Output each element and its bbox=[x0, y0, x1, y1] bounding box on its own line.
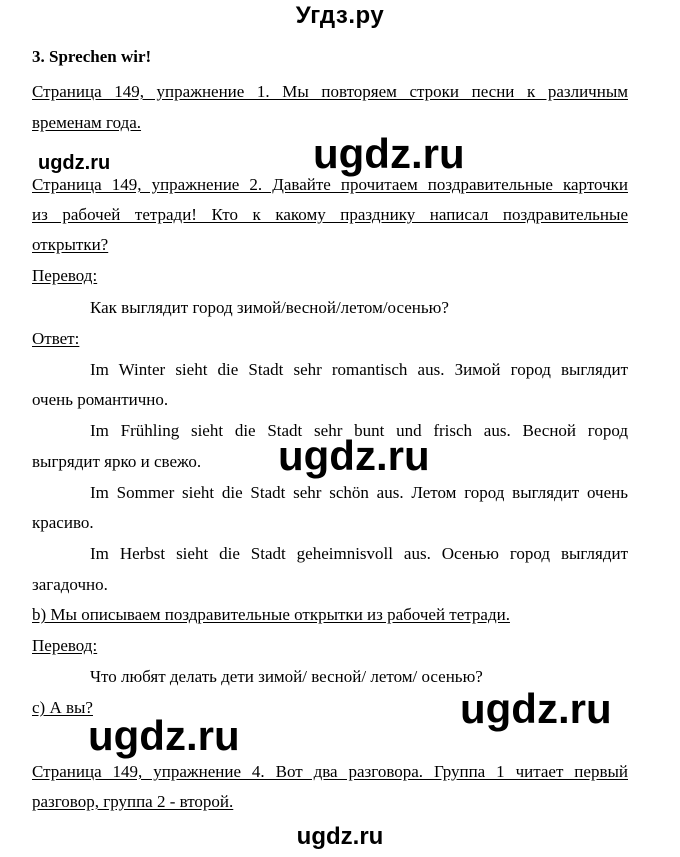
spring-line-1: Im Frühling sieht die Stadt sehr bunt und frisch aus. Весной город bbox=[90, 421, 628, 440]
spring-line-2: выгрядит ярко и свежо. bbox=[32, 452, 202, 471]
watermark: ugdz.ru bbox=[460, 685, 612, 732]
question-text: Как выглядит город зимой/весной/летом/осенью? bbox=[90, 298, 449, 317]
part-c-heading: c) А вы? bbox=[32, 698, 93, 717]
watermark: ugdz.ru bbox=[88, 712, 240, 759]
exercise-2-line-1: Страница 149, упражнение 2. Давайте прочитаем поздравительные карточки bbox=[32, 175, 628, 194]
watermark: ugdz.ru bbox=[278, 432, 430, 479]
site-title: Угдз.ру bbox=[295, 2, 385, 29]
exercise-2-line-3: открытки? bbox=[32, 235, 109, 254]
exercise-1-line-2: временам года. bbox=[32, 113, 142, 132]
section-heading: 3. Sprechen wir! bbox=[32, 47, 152, 66]
watermark: ugdz.ru bbox=[38, 152, 111, 174]
winter-line-1: Im Winter sieht die Stadt sehr romantisch aus. Зимой город выглядит bbox=[90, 360, 628, 379]
part-b-heading: b) Мы описываем поздравительные открытки из рабочей тетради. bbox=[32, 605, 510, 624]
translation-label: Перевод: bbox=[32, 266, 98, 285]
exercise-4-line-1: Страница 149, упражнение 4. Вот два разговора. Группа 1 читает первый bbox=[32, 762, 628, 781]
summer-line-1: Im Sommer sieht die Stadt sehr schön aus. Летом город выглядит очень bbox=[90, 483, 628, 502]
summer-line-2: красиво. bbox=[32, 513, 94, 532]
translation-label: Перевод: bbox=[32, 636, 98, 655]
autumn-line-1: Im Herbst sieht die Stadt geheimnisvoll aus. Осенью город выглядит bbox=[90, 544, 628, 563]
footer-link[interactable]: ugdz.ru bbox=[296, 823, 384, 850]
winter-line-2: очень романтично. bbox=[32, 390, 169, 409]
exercise-4-line-2: разговор, группа 2 - второй. bbox=[32, 792, 234, 811]
autumn-line-2: загадочно. bbox=[32, 575, 108, 594]
question-text: Что любят делать дети зимой/ весной/ летом/ осенью? bbox=[90, 667, 483, 686]
exercise-1-line-1: Страница 149, упражнение 1. Мы повторяем строки песни к различным bbox=[32, 82, 628, 101]
watermark: ugdz.ru bbox=[313, 130, 465, 177]
exercise-2-line-2: из рабочей тетради! Кто к какому празднику написал поздравительные bbox=[32, 205, 628, 224]
answer-label: Ответ: bbox=[32, 329, 80, 348]
